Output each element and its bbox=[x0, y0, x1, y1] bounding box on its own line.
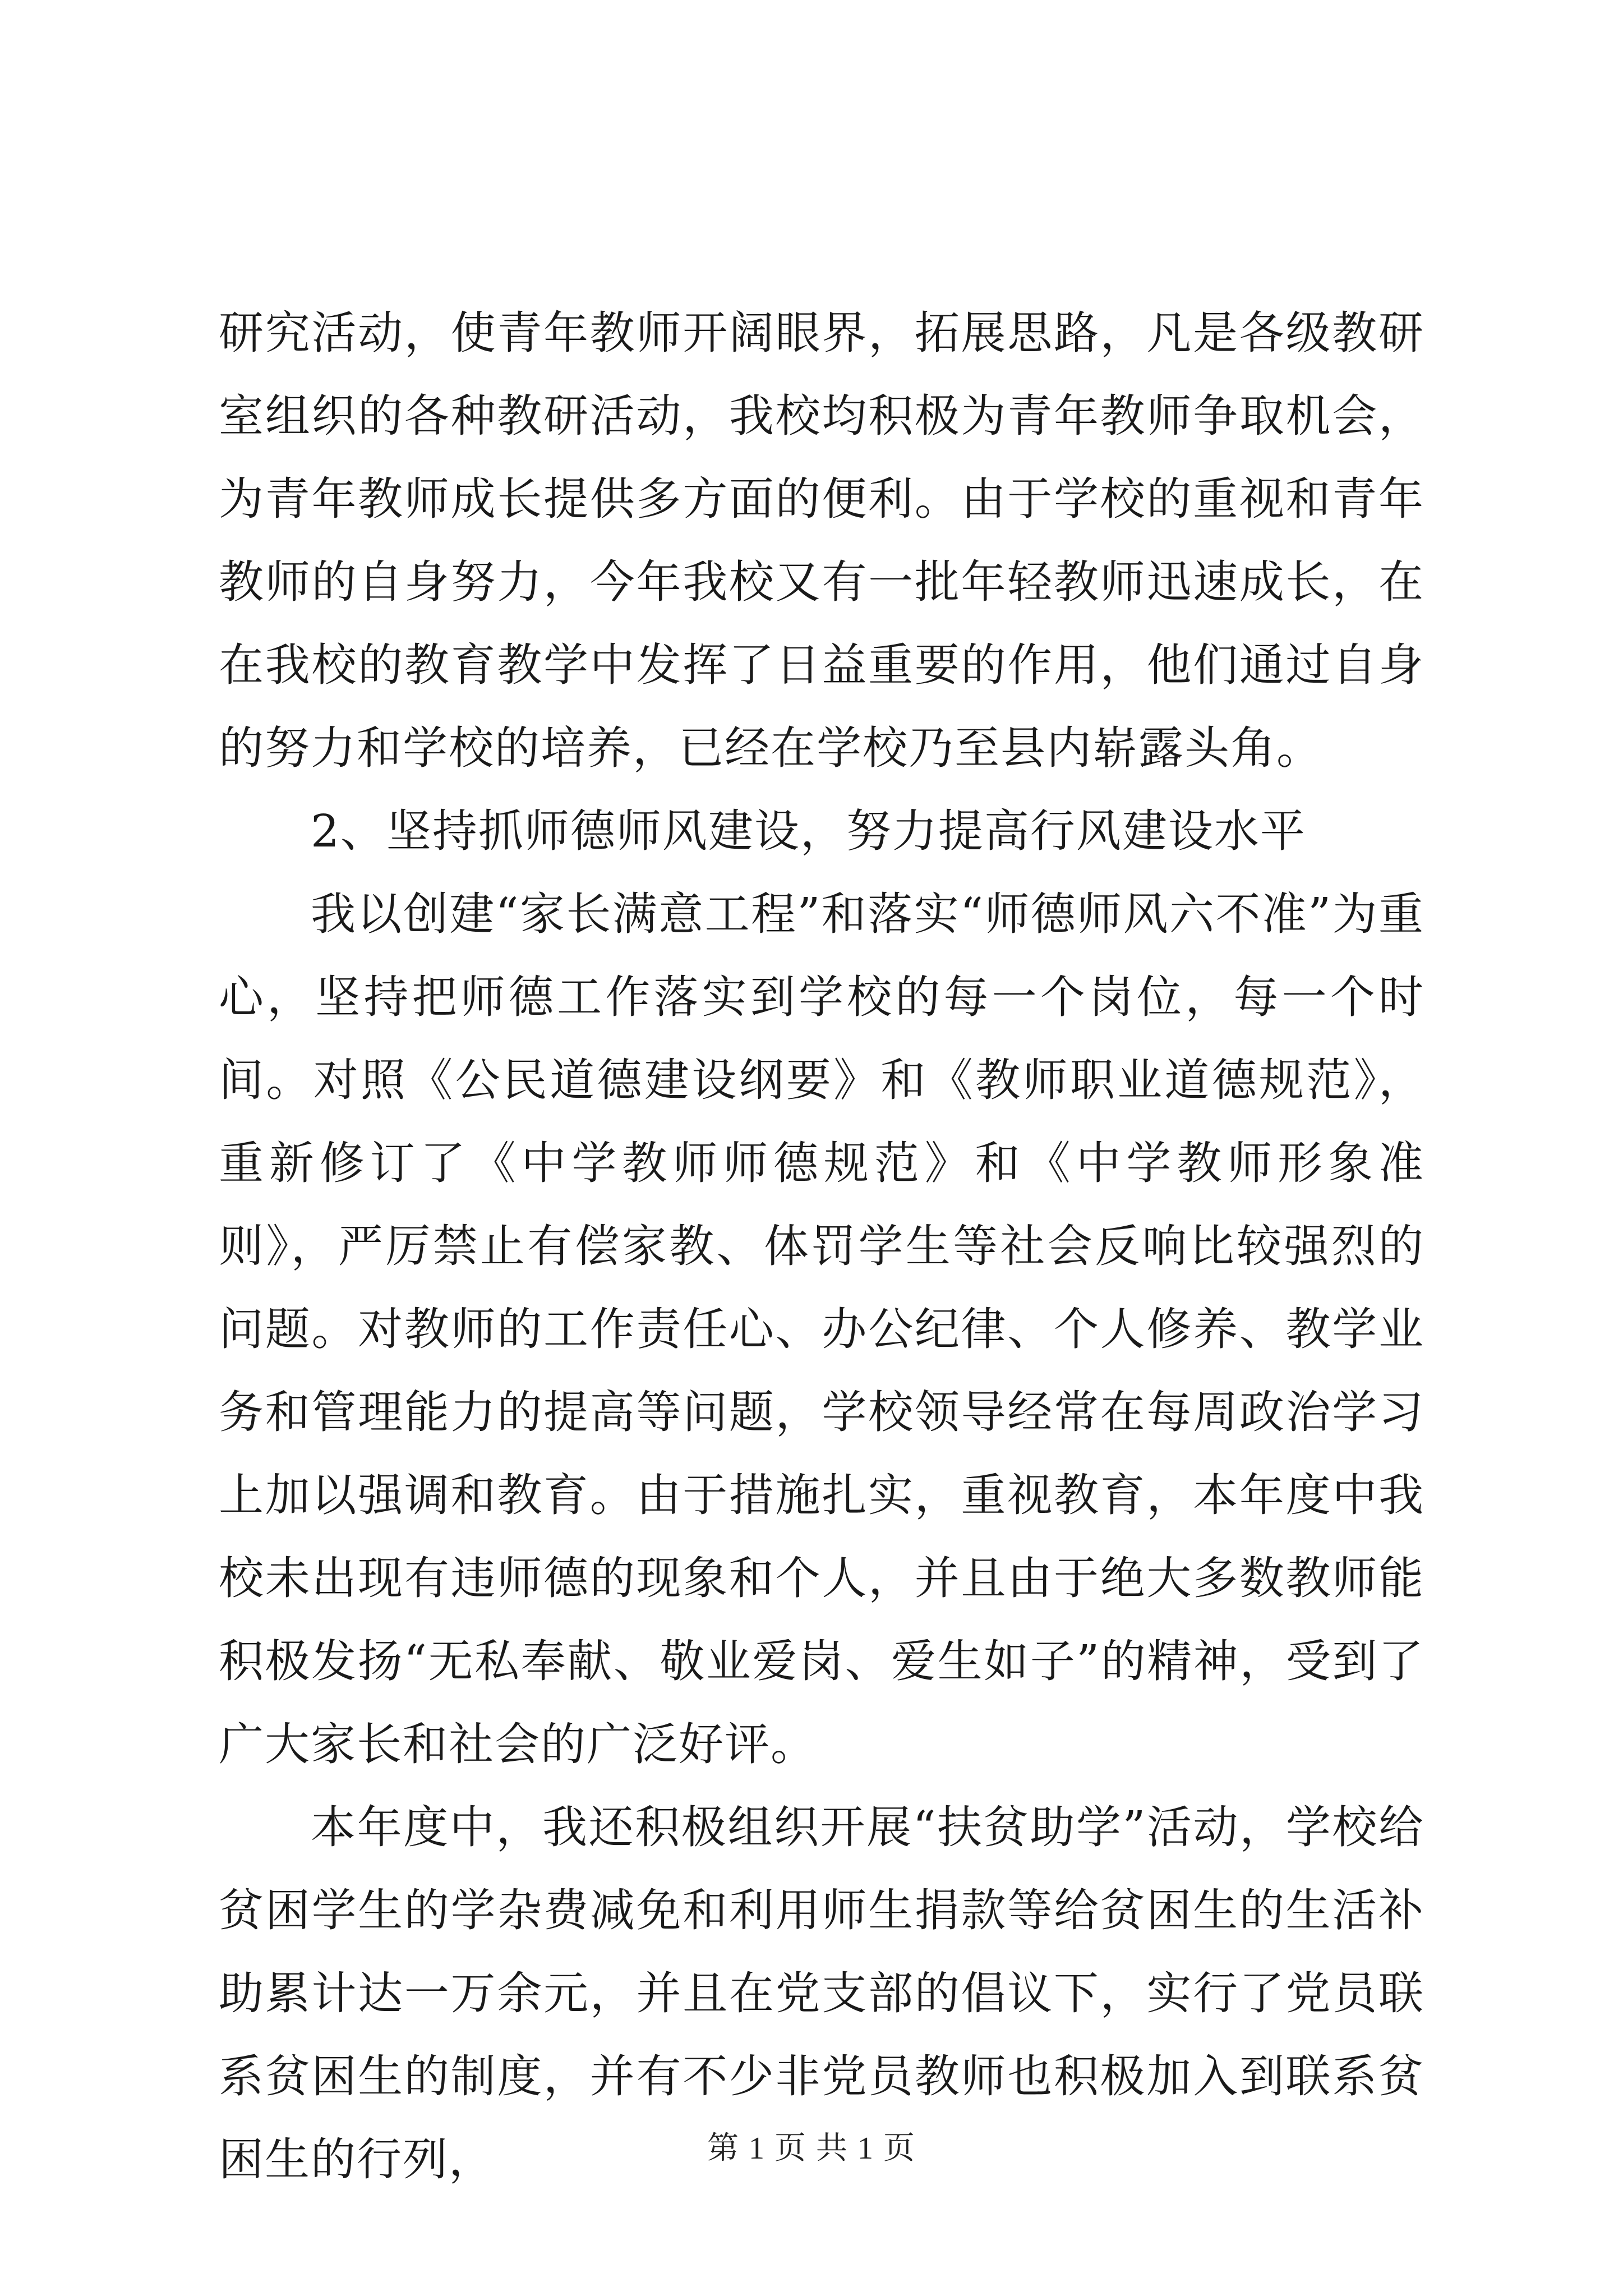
paragraph-ethics: 我以创建“家长满意工程”和落实“师德师风六不准”为重心，坚持把师德工作落实到学校的每一个岗位，每一个时间。对照《公民道德建设纲要》和《教师职业道德规范》，重新修订了《中学教师师德规范》和《中学教师形象准则》，严厉禁止有偿家教、体罚学生等社会反响比较强烈的问题。对教师的工作责任心、办公纪律、个人修养、教学业务和管理能力的提高等问题，学校领导经常在每周政治学习上加以强调和教育。由于措施扎实，重视教育，本年度中我校未出现有违师德的现象和个人，并且由于绝大多数教师能积极发扬“无私奉献、敬业爱岗、爱生如子”的精神，受到了广大家长和社会的广泛好评。 bbox=[219, 888, 1424, 1770]
paragraph-continuation: 研究活动，使青年教师开阔眼界，拓展思路，凡是各级教研室组织的各种教研活动，我校均积极为青年教师争取机会，为青年教师成长提供多方面的便利。由于学校的重视和青年教师的自身努力，今年我校又有一批年轻教师迅速成长，在在我校的教育教学中发挥了日益重要的作用，他们通过自身的努力和学校的培养，已经在学校乃至县内崭露头角。 bbox=[219, 307, 1424, 774]
section-heading: 2、坚持抓师德师风建设，努力提高行风建设水平 bbox=[311, 805, 1306, 857]
page-number-footer: 第 1 页 共 1 页 bbox=[707, 2131, 916, 2166]
document-body bbox=[219, 292, 1424, 2201]
paragraph-poverty-aid: 本年度中，我还积极组织开展“扶贫助学”活动，学校给贫困学生的学杂费减免和利用师生捐款等给贫困生的生活补助累计达一万余元，并且在党支部的倡议下，实行了党员联系贫困生的制度，并有不少非党员教师也积极加入到联系贫困生的行列， bbox=[219, 1801, 1424, 2185]
